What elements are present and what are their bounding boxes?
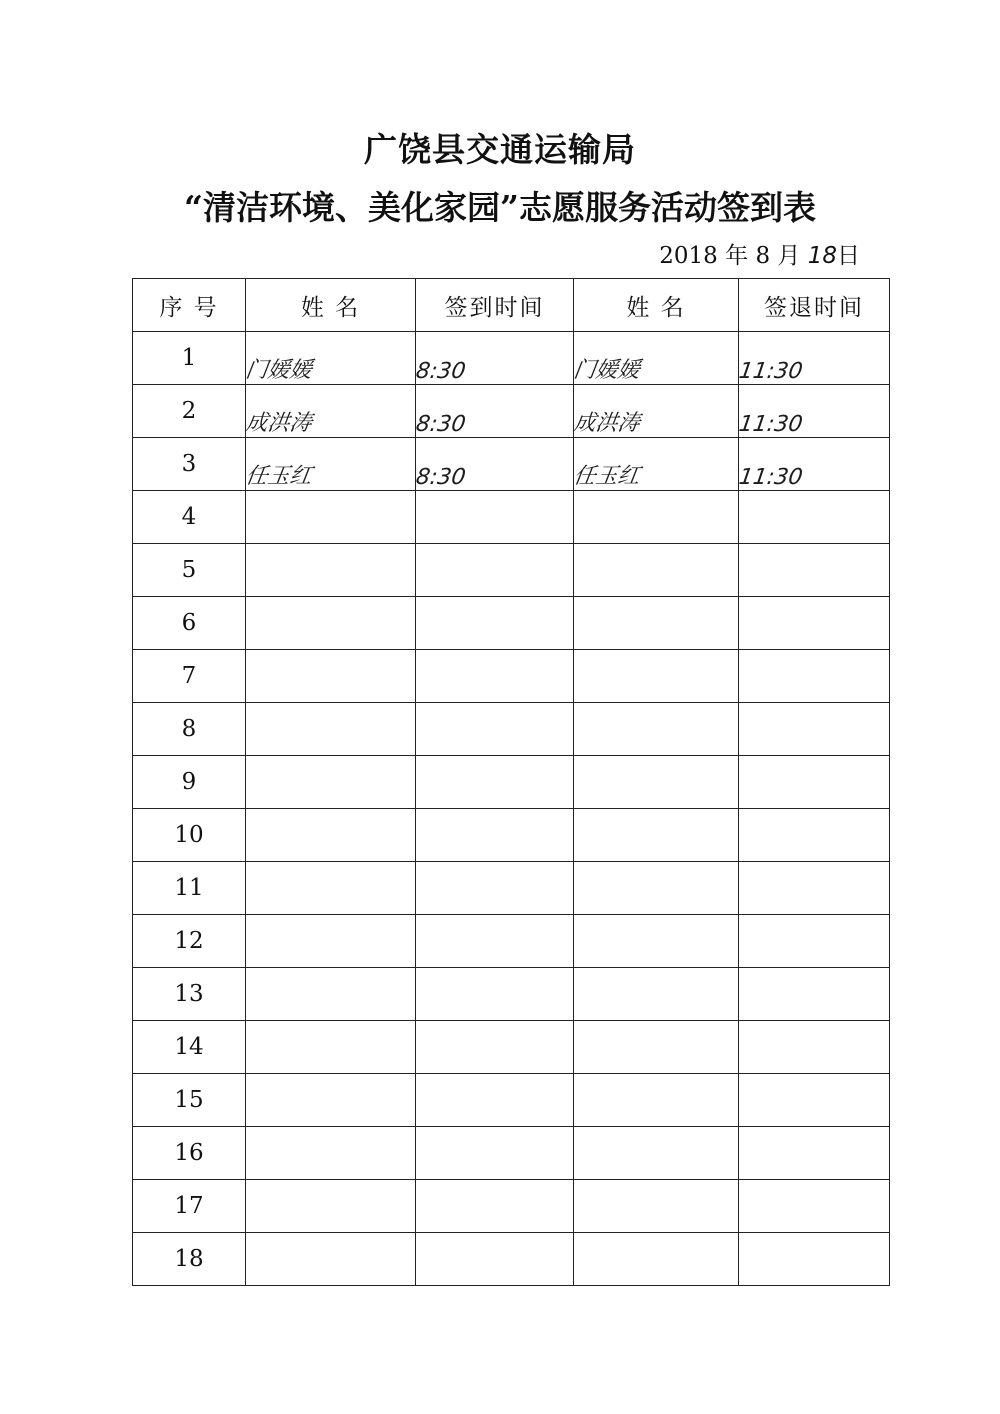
sign-out-time-cell: [739, 491, 890, 544]
sign-in-time-cell: [416, 544, 574, 597]
row-number-text: 11: [174, 875, 204, 901]
table-row: [133, 491, 890, 544]
row-number-text: 6: [181, 610, 197, 636]
sign-out-time-cell-text: 11:30: [737, 465, 805, 490]
sign-in-table: [132, 278, 890, 1286]
sign-in-name-cell: [246, 703, 416, 756]
sign-out-time-cell: [739, 1127, 890, 1180]
sign-in-name-cell: [246, 1127, 416, 1180]
sign-in-name-cell: [246, 1074, 416, 1127]
sign-in-name-cell: [246, 915, 416, 968]
sign-out-time-cell: [739, 597, 890, 650]
row-number: [133, 703, 246, 756]
row-number: [133, 809, 246, 862]
table-row: [133, 968, 890, 1021]
sign-in-name-cell: [246, 809, 416, 862]
sign-in-time-cell: [416, 650, 574, 703]
sign-out-name-cell: [574, 1233, 739, 1286]
sign-out-time-cell: [739, 385, 890, 438]
sign-in-name-cell: [243, 438, 416, 491]
sign-in-time-cell: [416, 703, 574, 756]
row-number-text: 7: [181, 663, 197, 689]
table-row: [133, 809, 890, 862]
sign-out-time-cell: [739, 915, 890, 968]
col-header-name-in: 姓 名: [246, 279, 416, 332]
sign-in-time-cell: [416, 491, 574, 544]
sign-out-name-cell: [571, 385, 739, 438]
row-number-text: 13: [174, 981, 204, 1007]
row-number: [133, 544, 246, 597]
sign-out-time-cell: [739, 438, 890, 491]
row-number: [133, 1074, 246, 1127]
sign-out-name-cell-text: 成洪涛: [571, 411, 642, 436]
sign-out-name-cell: [574, 703, 739, 756]
sign-out-name-cell-text: 门媛媛: [571, 358, 642, 383]
sign-in-time-cell: [416, 438, 574, 491]
table-row: [133, 438, 890, 491]
sign-out-name-cell: [574, 491, 739, 544]
sign-in-name-cell: [243, 332, 416, 385]
sign-in-time-cell: [416, 968, 574, 1021]
row-number-text: 4: [181, 504, 197, 530]
row-number: [133, 1180, 246, 1233]
col-header-sign-out-time: 签退时间: [739, 279, 890, 332]
table-row: [133, 862, 890, 915]
table-row: [133, 1180, 890, 1233]
document-subtitle: “清洁环境、美化家园”志愿服务活动签到表: [184, 188, 816, 227]
row-number-text: 9: [181, 769, 197, 795]
sign-out-name-cell: [574, 968, 739, 1021]
row-number-text: 12: [174, 928, 204, 954]
date-month: 8: [755, 243, 771, 269]
row-number: [133, 650, 246, 703]
sign-out-name-cell: [574, 1180, 739, 1233]
sign-in-time-cell: [416, 809, 574, 862]
sign-in-time-cell: [416, 1074, 574, 1127]
row-number-text: 14: [174, 1034, 204, 1060]
sign-in-name-cell: [243, 385, 416, 438]
row-number-text: 5: [181, 557, 197, 583]
sign-date: [659, 237, 860, 270]
row-number-text: 10: [174, 822, 204, 848]
row-number: [133, 1233, 246, 1286]
row-number: [133, 1127, 246, 1180]
sign-in-time-cell: [416, 597, 574, 650]
table-row: [133, 1074, 890, 1127]
sign-out-time-cell: [739, 1021, 890, 1074]
sign-out-name-cell: [574, 809, 739, 862]
table-row: [133, 332, 890, 385]
sign-out-name-cell: [571, 332, 739, 385]
sign-in-name-cell: [246, 597, 416, 650]
document-title: 广饶县交通运输局: [364, 130, 636, 169]
table-row: [133, 703, 890, 756]
sign-in-name-cell-text: 门媛媛: [243, 358, 314, 383]
sign-out-name-cell: [574, 1127, 739, 1180]
date-day-handwritten: 18: [807, 243, 837, 269]
sign-in-name-cell: [246, 862, 416, 915]
sign-out-name-cell: [574, 544, 739, 597]
date-day-unit: 日: [837, 243, 860, 269]
col-header-number: 序 号: [133, 279, 246, 332]
date-month-unit: 月: [777, 243, 801, 269]
sign-in-name-cell: [246, 544, 416, 597]
row-number-text: 16: [174, 1140, 204, 1166]
table-row: [133, 385, 890, 438]
row-number-text: 17: [174, 1193, 204, 1219]
table-row: [133, 756, 890, 809]
row-number: [133, 756, 246, 809]
sign-in-name-cell-text: 任玉红: [243, 464, 314, 489]
sign-out-name-cell: [574, 862, 739, 915]
row-number: [133, 491, 246, 544]
sign-out-name-cell: [574, 1074, 739, 1127]
sign-in-name-cell: [246, 968, 416, 1021]
row-number-text: 2: [181, 398, 197, 424]
sign-in-time-cell: [416, 332, 574, 385]
sign-out-time-cell-text: 11:30: [737, 359, 805, 384]
sign-in-name-cell: [246, 491, 416, 544]
sign-out-name-cell: [574, 915, 739, 968]
table-row: [133, 544, 890, 597]
sign-out-time-cell: [739, 756, 890, 809]
date-year: 2018: [659, 243, 718, 269]
sign-out-time-cell: [739, 1180, 890, 1233]
sign-out-time-cell: [739, 809, 890, 862]
sign-in-name-cell: [246, 1233, 416, 1286]
col-header-name-out: 姓 名: [574, 279, 739, 332]
sign-in-time-cell: [416, 915, 574, 968]
row-number: [133, 438, 246, 491]
date-year-unit: 年: [725, 243, 749, 269]
sign-out-time-cell: [739, 544, 890, 597]
sign-out-name-cell-text: 任玉红: [571, 464, 642, 489]
row-number-text: 3: [181, 451, 197, 477]
row-number: [133, 915, 246, 968]
row-number: [133, 332, 246, 385]
sign-out-name-cell: [574, 1021, 739, 1074]
sign-out-time-cell-text: 11:30: [737, 412, 805, 437]
row-number: [133, 597, 246, 650]
row-number: [133, 968, 246, 1021]
sign-in-time-cell: [416, 1233, 574, 1286]
sign-out-time-cell: [739, 1233, 890, 1286]
row-number-text: 8: [181, 716, 197, 742]
sign-in-time-cell-text: 8:30: [414, 359, 468, 384]
sign-in-time-cell-text: 8:30: [414, 412, 468, 437]
sign-out-time-cell: [739, 862, 890, 915]
table-header-row: [133, 279, 890, 332]
row-number: [133, 862, 246, 915]
table-row: [133, 597, 890, 650]
sign-out-name-cell: [571, 438, 739, 491]
sign-out-time-cell: [739, 1074, 890, 1127]
sign-in-name-cell: [246, 1021, 416, 1074]
sign-in-name-cell: [246, 1180, 416, 1233]
sign-out-name-cell: [574, 650, 739, 703]
sign-in-name-cell-text: 成洪涛: [243, 411, 314, 436]
sign-in-time-cell: [416, 385, 574, 438]
table-row: [133, 915, 890, 968]
table-row: [133, 1233, 890, 1286]
sign-out-time-cell: [739, 703, 890, 756]
table-row: [133, 650, 890, 703]
table-row: [133, 1021, 890, 1074]
sign-in-time-cell: [416, 1021, 574, 1074]
col-header-sign-in-time: 签到时间: [416, 279, 574, 332]
sign-in-name-cell: [246, 650, 416, 703]
sign-in-time-cell: [416, 1180, 574, 1233]
row-number-text: 15: [174, 1087, 204, 1113]
sign-in-time-cell: [416, 756, 574, 809]
sign-out-name-cell: [574, 597, 739, 650]
row-number-text: 1: [181, 345, 197, 371]
row-number-text: 18: [174, 1246, 204, 1272]
sign-in-time-cell: [416, 862, 574, 915]
sign-in-name-cell: [246, 756, 416, 809]
row-number: [133, 1021, 246, 1074]
sign-out-time-cell: [739, 650, 890, 703]
sign-in-time-cell-text: 8:30: [414, 465, 468, 490]
sign-out-time-cell: [739, 332, 890, 385]
sign-in-time-cell: [416, 1127, 574, 1180]
sign-out-time-cell: [739, 968, 890, 1021]
table-row: [133, 1127, 890, 1180]
row-number: [133, 385, 246, 438]
sign-out-name-cell: [574, 756, 739, 809]
